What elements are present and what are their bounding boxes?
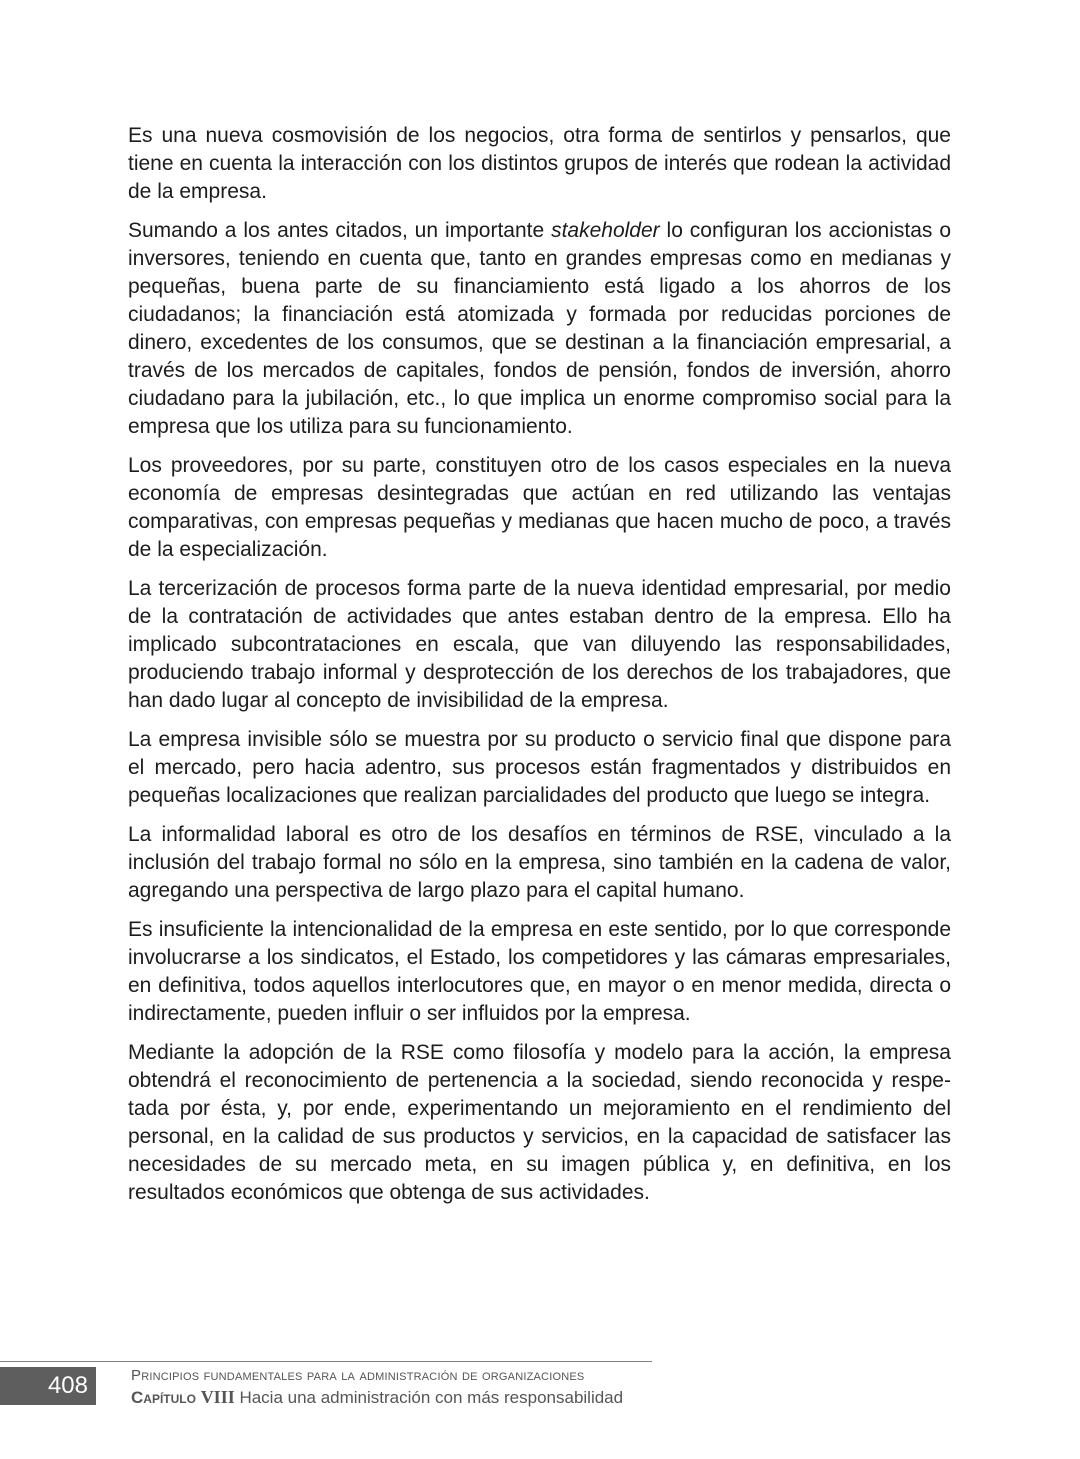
page-body bbox=[128, 122, 951, 1218]
chapter-label: Capítulo bbox=[131, 1388, 196, 1407]
paragraph-6: La informalidad laboral es otro de los desafíos en términos de RSE, vinculado a la inclusión del trabajo formal no sólo en la empresa, sino también en la cadena de valor, agregando una perspectiva de largo plazo para el capital humano. bbox=[128, 823, 951, 902]
paragraph-4: La tercerización de procesos forma parte de la nueva identidad empresarial, por medio de la contratación de actividades que antes estaban dentro de la empresa. Ello ha implicado subcontrataciones en escala, que van diluyendo las responsabilidades, produciendo trabajo informal y desprotección de los derechos de los trabajadores, que han dado lugar al concepto de invisibilidad de la empresa. bbox=[128, 577, 951, 712]
paragraph-1: Es una nueva cosmovisión de los negocios, otra forma de sentirlos y pensarlos, que tiene en cuenta la interacción con los distintos grupos de interés que rodean la actividad de la empresa. bbox=[128, 124, 951, 203]
paragraph-3: Los proveedores, por su parte, constituyen otro de los casos especiales en la nueva economía de empresas desintegradas que actúan en red utilizando las ventajas comparativas, con empresas pequeñas y medianas que hacen mucho de poco, a través de la especialización. bbox=[128, 454, 951, 561]
paragraph-2-start: Sumando a los antes citados, un importante bbox=[128, 219, 552, 242]
chapter-line bbox=[131, 1386, 623, 1409]
paragraph-7: Es insuficiente la intencionalidad de la empresa en este sentido, por lo que corresponde involucrarse a los sindicatos, el Estado, los competidores y las cámaras empresariales, en definitiva, todos aquellos interlocutores que, en mayor o en menor medida, directa o indirectamente, pueden influir o ser influidos por la empresa. bbox=[128, 918, 951, 1025]
footer-rule bbox=[0, 1361, 652, 1362]
page-number: 408 bbox=[0, 1367, 96, 1405]
running-footer bbox=[131, 1366, 623, 1409]
chapter-title: Hacia una administración con más responsabilidad bbox=[239, 1388, 624, 1407]
paragraph-2 bbox=[128, 217, 951, 441]
book-title: Principios fundamentales para la administración de organizaciones bbox=[131, 1367, 585, 1384]
stakeholder-term: stakeholder bbox=[551, 219, 660, 242]
paragraph-8: Mediante la adopción de la RSE como filosofía y modelo para la acción, la empresa obtendrá el reconocimiento de pertenencia a la sociedad, siendo reconocida y respetada por ésta, y, por ende, experimentando un mejoramiento en el rendimiento del personal, en la calidad de sus productos y servicios, en la capacidad de satisfacer las necesidades de su mercado meta, en su imagen pública y, en definitiva, en los resultados económicos que obtenga de sus actividades. bbox=[128, 1041, 951, 1204]
chapter-number: VIII bbox=[200, 1387, 235, 1407]
paragraph-5: La empresa invisible sólo se muestra por su producto o servicio final que dispone para el mercado, pero hacia adentro, sus procesos están fragmentados y distribuidos en pequeñas localizaciones que realizan parcialidades del producto que luego se integra. bbox=[128, 728, 951, 807]
paragraph-2-end: lo configuran los accionistas o inversores, teniendo en cuenta que, tanto en grandes empresas como en medianas y pequeñas, buena parte de su financiamiento está ligado a los ahorros de los ciudadanos; la financiación está atomizada y formada por reducidas porciones de dinero, excedentes de los consumos, que se destinan a la financiación empresarial, a través de los mercados de capitales, fondos de pensión, fondos de inversión, ahorro ciudadano para la jubilación, etc., lo que implica un enorme compromiso social para la empresa que los utiliza para su funcionamiento. bbox=[128, 219, 951, 438]
